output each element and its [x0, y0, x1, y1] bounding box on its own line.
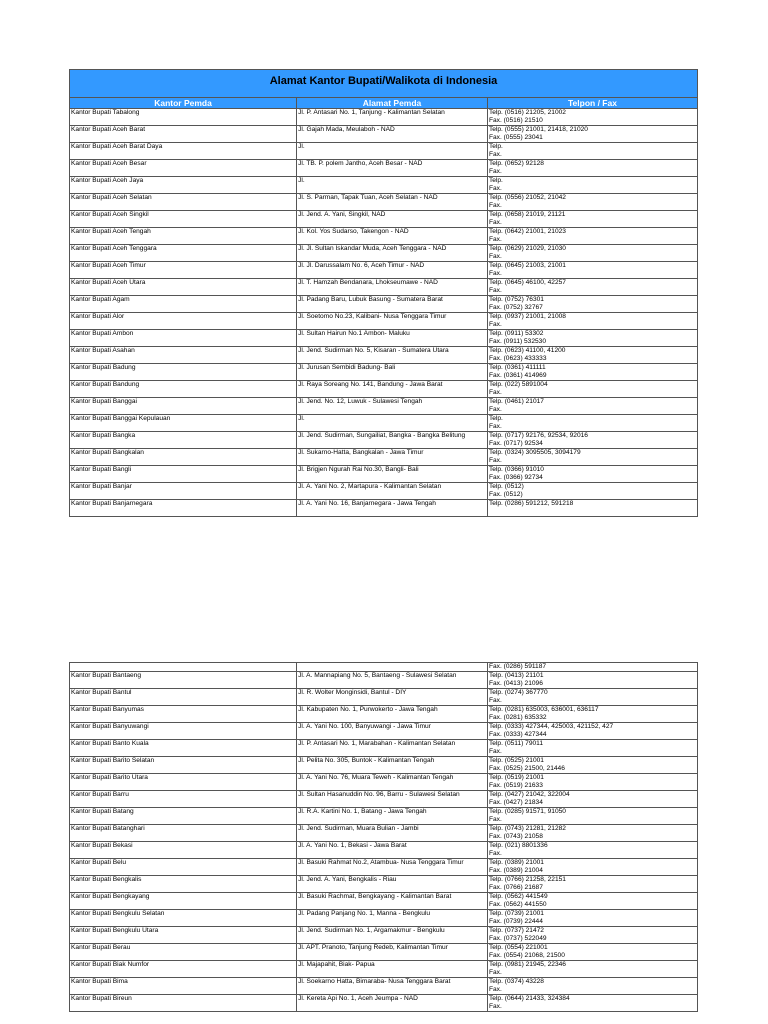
- address-cell: Jl. Padang Panjang No. 1, Manna - Bengkulu: [297, 910, 488, 927]
- telp-value: Telp. (0519) 21001: [488, 774, 544, 781]
- telp-value: Telp. (0511) 79011: [488, 740, 543, 747]
- phone-cell: [487, 500, 697, 517]
- office-cell: Kantor Bupati Bengkulu Selatan: [70, 910, 297, 927]
- telp-value: Telp.: [488, 143, 503, 150]
- table-row: [70, 449, 698, 466]
- phone-cell: [487, 313, 697, 330]
- office-cell: Kantor Bupati Aceh Barat: [70, 126, 297, 143]
- table-row: [70, 944, 698, 961]
- phone-cell: [487, 689, 697, 706]
- office-cell: Kantor Bupati Batang: [70, 808, 297, 825]
- address-cell: Jl.: [297, 143, 488, 160]
- table-row: [70, 978, 698, 995]
- fax-value: Fax. (0525) 21500, 21446: [488, 765, 565, 772]
- address-cell: Jl. Kabupaten No. 1, Purwokerto - Jawa Tengah: [297, 706, 488, 723]
- address-cell: Jl. A. Yani No. 2, Martapura - Kalimantan Selatan: [297, 483, 488, 500]
- office-cell: Kantor Bupati Bengkayang: [70, 893, 297, 910]
- fax-value: Fax.: [488, 287, 502, 294]
- office-cell: Kantor Bupati Banjar: [70, 483, 297, 500]
- address-table-page-1: [69, 69, 698, 517]
- telp-value: Telp. (0333) 427344, 425003, 421152, 427: [488, 723, 614, 730]
- address-cell: Jl.: [297, 415, 488, 432]
- phone-cell: [487, 672, 697, 689]
- telp-value: Telp. (0512): [488, 483, 524, 490]
- phone-cell: [487, 466, 697, 483]
- fax-value: Fax.: [488, 219, 502, 226]
- address-cell: Jl. R. Wolter Monginsidi, Bantul - DIY: [297, 689, 488, 706]
- table-row: [70, 825, 698, 842]
- fax-value: Fax. (0555) 23041: [488, 134, 543, 141]
- phone-cell: [487, 177, 697, 194]
- address-cell: Jl. S. Parman, Tapak Tuan, Aceh Selatan - NAD: [297, 194, 488, 211]
- fax-value: Fax.: [488, 253, 502, 260]
- fax-value: Fax. (0427) 21834: [488, 799, 543, 806]
- fax-value: Fax. (0911) 532530: [488, 338, 547, 345]
- table-row: [70, 663, 698, 672]
- table-row: [70, 126, 698, 143]
- address-table-page-2: [69, 662, 698, 1012]
- office-cell: Kantor Bupati Tabalong: [70, 109, 297, 126]
- address-cell: Jl. Jurusan Sembidi Badung- Bali: [297, 364, 488, 381]
- table-row: [70, 740, 698, 757]
- office-cell: Kantor Bupati Aceh Utara: [70, 279, 297, 296]
- telp-value: Telp. (0274) 367770: [488, 689, 548, 696]
- fax-value: Fax.: [488, 816, 502, 823]
- table-row: [70, 842, 698, 859]
- header-phone: Telpon / Fax: [487, 98, 697, 109]
- office-cell: Kantor Bupati Aceh Selatan: [70, 194, 297, 211]
- address-cell: Jl. Basuki Rachmat, Bengkayang - Kalimantan Barat: [297, 893, 488, 910]
- telp-value: Telp.: [488, 415, 503, 422]
- address-cell: Jl. Soekarno Hatta, Bimaraba- Nusa Tenggara Barat: [297, 978, 488, 995]
- address-cell: Jl. Jend. No. 12, Luwuk - Sulawesi Tengah: [297, 398, 488, 415]
- phone-cell: [487, 706, 697, 723]
- phone-cell: [487, 449, 697, 466]
- fax-value: Fax. (0389) 21004: [488, 867, 543, 874]
- fax-value: Fax.: [488, 697, 502, 704]
- fax-value: Fax.: [488, 168, 502, 175]
- office-cell: Kantor Bupati Bekasi: [70, 842, 297, 859]
- table-row: [70, 228, 698, 245]
- office-cell: Kantor Bupati Banjarnegara: [70, 500, 297, 517]
- table-row: [70, 723, 698, 740]
- phone-cell: [487, 927, 697, 944]
- fax-value: Fax. (0737) 522049: [488, 935, 547, 942]
- table-row: [70, 415, 698, 432]
- fax-value: Fax. (0366) 92734: [488, 474, 543, 481]
- table-row: [70, 500, 698, 517]
- table-row: [70, 330, 698, 347]
- phone-cell: [487, 910, 697, 927]
- phone-cell: [487, 330, 697, 347]
- fax-value: Fax. (0766) 21687: [488, 884, 543, 891]
- table-title: Alamat Kantor Bupati/Walikota di Indonesia: [70, 70, 698, 98]
- address-cell: Jl. Basuki Rahmat No.2, Atambua- Nusa Tenggara Timur: [297, 859, 488, 876]
- table-row: [70, 364, 698, 381]
- office-cell: Kantor Bupati Aceh Tenggara: [70, 245, 297, 262]
- phone-cell: [487, 381, 697, 398]
- telp-value: Telp. (0427) 21042, 322004: [488, 791, 570, 798]
- address-cell: Jl. A. Mannapiang No. 5, Bantaeng - Sulawesi Selatan: [297, 672, 488, 689]
- fax-value: Fax. (0512): [488, 491, 523, 498]
- fax-value: Fax. (0516) 21510: [488, 117, 543, 124]
- office-cell: Kantor Bupati Banto Kuala: [70, 740, 297, 757]
- telp-value: Telp. (0981) 21945, 22346: [488, 961, 566, 968]
- telp-value: Telp. (0361) 411111: [488, 364, 546, 371]
- fax-value: Fax. (0739) 22444: [488, 918, 543, 925]
- address-cell: Jl. A. Yani No. 1, Bekasi - Jawa Barat: [297, 842, 488, 859]
- office-cell: Kantor Bupati Agam: [70, 296, 297, 313]
- office-cell: Kantor Bupati Batanghari: [70, 825, 297, 842]
- table-row: [70, 262, 698, 279]
- table-row: [70, 381, 698, 398]
- office-cell: Kantor Bupati Asahan: [70, 347, 297, 364]
- table-row: [70, 808, 698, 825]
- office-cell: Kantor Bupati Bantul: [70, 689, 297, 706]
- fax-value: Fax.: [488, 986, 502, 993]
- office-cell: Kantor Bupati Berau: [70, 944, 297, 961]
- telp-value: Telp. (0645) 21003, 21001: [488, 262, 566, 269]
- phone-cell: [487, 961, 697, 978]
- address-cell: Jl. TB. P. polem Jantho, Aceh Besar - NAD: [297, 160, 488, 177]
- office-cell: Kantor Bupati Bantaeng: [70, 672, 297, 689]
- phone-cell: [487, 842, 697, 859]
- phone-cell: [487, 347, 697, 364]
- phone-cell: [487, 757, 697, 774]
- office-cell: Kantor Bupati Bireun: [70, 995, 297, 1012]
- office-cell: Kantor Bupati Aceh Timur: [70, 262, 297, 279]
- fax-value: Fax.: [488, 1003, 502, 1010]
- office-cell: Kantor Bupati Bandung: [70, 381, 297, 398]
- table-row: [70, 757, 698, 774]
- table-row: [70, 876, 698, 893]
- address-cell: Jl. Soetomo No.23, Kalibani- Nusa Tenggara Timur: [297, 313, 488, 330]
- address-cell: [297, 663, 488, 672]
- table-row: [70, 466, 698, 483]
- fax-value: Fax. (0717) 92534: [488, 440, 543, 447]
- address-cell: Jl. Jend. A. Yani, Bengkalis - Riau: [297, 876, 488, 893]
- office-cell: Kantor Bupati Ambon: [70, 330, 297, 347]
- fax-value: Fax. (0333) 427344: [488, 731, 547, 738]
- address-cell: Jl. A. Yani No. 100, Banyuwangi - Jawa Timur: [297, 723, 488, 740]
- fax-value: Fax.: [488, 202, 502, 209]
- phone-cell: [487, 228, 697, 245]
- table-row: [70, 706, 698, 723]
- office-cell: Kantor Bupati Barru: [70, 791, 297, 808]
- header-office: Kantor Pemda: [70, 98, 297, 109]
- phone-cell: [487, 398, 697, 415]
- fax-value: Fax.: [488, 185, 502, 192]
- office-cell: Kantor Bupati Biak Numfor: [70, 961, 297, 978]
- fax-value: Fax.: [488, 406, 502, 413]
- fax-value: Fax. (0752) 32767: [488, 304, 543, 311]
- fax-value: Fax.: [488, 270, 502, 277]
- telp-value: Telp. (0461) 21017: [488, 398, 544, 405]
- fax-value: Fax.: [488, 969, 502, 976]
- table-row: [70, 143, 698, 160]
- office-cell: [70, 663, 297, 672]
- office-cell: Kantor Bupati Aceh Singkil: [70, 211, 297, 228]
- header-address: Alamat Pemda: [297, 98, 488, 109]
- phone-cell: [487, 262, 697, 279]
- telp-value: Telp. (0389) 21001: [488, 859, 544, 866]
- phone-cell: [487, 364, 697, 381]
- table-row: [70, 927, 698, 944]
- table-row: [70, 177, 698, 194]
- phone-cell: [487, 483, 697, 500]
- telp-value: Telp. (0281) 635003, 636001, 636117: [488, 706, 599, 713]
- table-row: [70, 296, 698, 313]
- phone-cell: [487, 740, 697, 757]
- fax-value: Fax.: [488, 748, 502, 755]
- office-cell: Kantor Bupati Bangli: [70, 466, 297, 483]
- telp-value: Telp. (0658) 21019, 21121: [488, 211, 566, 218]
- table-row: [70, 774, 698, 791]
- telp-value: Telp. (0645) 46100, 42257: [488, 279, 566, 286]
- fax-value: Fax. (0623) 433333: [488, 355, 547, 362]
- table-row: [70, 672, 698, 689]
- phone-cell: [487, 211, 697, 228]
- address-cell: Jl. Jend. Sudirman No. 1, Argamakmur - Bengkulu: [297, 927, 488, 944]
- address-cell: Jl. Kol. Yos Sudarso, Takengon - NAD: [297, 228, 488, 245]
- telp-value: Telp. (0285) 91571, 91050: [488, 808, 566, 815]
- telp-value: Telp. (0644) 21433, 324384: [488, 995, 570, 1002]
- address-cell: Jl. Sukarno-Hatta, Bangkalan - Jawa Timur: [297, 449, 488, 466]
- telp-value: Telp. (0554) 221001: [488, 944, 548, 951]
- office-cell: Kantor Bupati Alor: [70, 313, 297, 330]
- phone-cell: [487, 279, 697, 296]
- telp-value: Telp. (0555) 21001, 21418, 21020: [488, 126, 588, 133]
- table-row: [70, 160, 698, 177]
- telp-value: Telp. (022) 5891004: [488, 381, 548, 388]
- table-row: [70, 398, 698, 415]
- address-cell: Jl. Jend. A. Yani, Singkil, NAD: [297, 211, 488, 228]
- address-cell: Jl. Jl. Darussalam No. 6, Aceh Timur - NAD: [297, 262, 488, 279]
- telp-value: Telp. (0642) 21001, 21023: [488, 228, 566, 235]
- phone-cell: [487, 245, 697, 262]
- telp-value: Telp. (0324) 3095505, 3094179: [488, 449, 581, 456]
- fax-value: Fax. (0361) 414969: [488, 372, 547, 379]
- phone-cell: [487, 194, 697, 211]
- fax-value: Fax.: [488, 850, 502, 857]
- address-cell: Jl. Sultan Hasanuddin No. 96, Barru - Sulawesi Selatan: [297, 791, 488, 808]
- office-cell: Kantor Bupati Aceh Barat Daya: [70, 143, 297, 160]
- telp-value: Telp. (0629) 21029, 21030: [488, 245, 566, 252]
- address-cell: Jl. Kereta Api No. 1, Aceh Jeumpa - NAD: [297, 995, 488, 1012]
- table-row: [70, 347, 698, 364]
- table-row: [70, 859, 698, 876]
- telp-value: Telp. (0752) 76301: [488, 296, 544, 303]
- telp-value: Telp. (0737) 21472: [488, 927, 544, 934]
- phone-cell: [487, 415, 697, 432]
- table-row: [70, 194, 698, 211]
- fax-value: Fax. (0519) 21633: [488, 782, 543, 789]
- telp-value: Telp. (0556) 21052, 21042: [488, 194, 566, 201]
- telp-value: Telp. (0413) 21101: [488, 672, 544, 679]
- table-row: [70, 791, 698, 808]
- fax-value: Fax. (0413) 21096: [488, 680, 543, 687]
- office-cell: Kantor Bupati Banyumas: [70, 706, 297, 723]
- fax-value: Fax. (0554) 21068, 21500: [488, 952, 565, 959]
- telp-value: Telp. (0911) 53302: [488, 330, 544, 337]
- table-row: [70, 313, 698, 330]
- address-cell: Jl. Padang Baru, Lubuk Basung - Sumatera Barat: [297, 296, 488, 313]
- address-cell: Jl. A. Yani No. 76, Muara Teweh - Kalimantan Tengah: [297, 774, 488, 791]
- address-cell: Jl. Raya Soreang No. 141, Bandung - Jawa Barat: [297, 381, 488, 398]
- address-cell: Jl. Gajah Mada, Meulaboh - NAD: [297, 126, 488, 143]
- phone-cell: [487, 859, 697, 876]
- telp-value: Telp. (0286) 591212, 591218: [488, 500, 574, 507]
- fax-value: Fax.: [488, 389, 502, 396]
- table-row: [70, 893, 698, 910]
- address-cell: Jl. R.A. Kartini No. 1, Batang - Jawa Tengah: [297, 808, 488, 825]
- office-cell: Kantor Bupati Badung: [70, 364, 297, 381]
- phone-cell: [487, 978, 697, 995]
- address-cell: Jl. APT. Pranoto, Tanjung Redeb, Kalimantan Timur: [297, 944, 488, 961]
- phone-cell: [487, 876, 697, 893]
- telp-value: Telp.: [488, 177, 503, 184]
- phone-cell: [487, 126, 697, 143]
- office-cell: Kantor Bupati Aceh Besar: [70, 160, 297, 177]
- address-cell: Jl.: [297, 177, 488, 194]
- phone-cell: [487, 296, 697, 313]
- telp-value: Telp. (0623) 41100, 41200: [488, 347, 566, 354]
- phone-cell: [487, 160, 697, 177]
- address-cell: Jl. Jend. Sudirman, Muara Bulian - Jambi: [297, 825, 488, 842]
- office-cell: Kantor Bupati Aceh Jaya: [70, 177, 297, 194]
- address-cell: Jl. Majapahit, Biak- Papua: [297, 961, 488, 978]
- fax-value: Fax.: [488, 321, 502, 328]
- phone-cell: [487, 825, 697, 842]
- fax-value: Fax. (0562) 441550: [488, 901, 547, 908]
- office-cell: Kantor Bupati Banggai Kepulauan: [70, 415, 297, 432]
- address-cell: Jl. Jend. Sudirman No. 5, Kisaran - Sumatera Utara: [297, 347, 488, 364]
- phone-cell: [487, 893, 697, 910]
- telp-value: Telp. (0562) 441549: [488, 893, 548, 900]
- office-cell: Kantor Bupati Bima: [70, 978, 297, 995]
- address-cell: Jl. A. Yani No. 16, Banjarnegara - Jawa Tengah: [297, 500, 488, 517]
- telp-value: Telp. (0739) 21001: [488, 910, 544, 917]
- table-row: [70, 689, 698, 706]
- office-cell: Kantor Bupati Banggai: [70, 398, 297, 415]
- phone-cell: [487, 109, 697, 126]
- office-cell: Kantor Bupati Aceh Tengah: [70, 228, 297, 245]
- table-row: [70, 211, 698, 228]
- telp-value: Telp. (0717) 92176, 92534, 92016: [488, 432, 588, 439]
- phone-cell: Fax. (0286) 591187: [487, 663, 697, 672]
- office-cell: Kantor Bupati Bangkalan: [70, 449, 297, 466]
- phone-cell: [487, 808, 697, 825]
- telp-value: Telp. (0366) 91010: [488, 466, 544, 473]
- phone-cell: [487, 723, 697, 740]
- telp-value: Telp. (0516) 21205, 21002: [488, 109, 566, 116]
- phone-cell: [487, 432, 697, 449]
- telp-value: Telp. (0743) 21281, 21282: [488, 825, 566, 832]
- telp-value: Telp. (0374) 43228: [488, 978, 544, 985]
- telp-value: Telp. (021) 8801336: [488, 842, 548, 849]
- telp-value: Telp. (0525) 21001: [488, 757, 544, 764]
- office-cell: Kantor Bupati Bengkulu Utara: [70, 927, 297, 944]
- address-cell: Jl. Jl. Sultan Iskandar Muda, Aceh Tenggara - NAD: [297, 245, 488, 262]
- fax-value: Fax. (0743) 21058: [488, 833, 543, 840]
- phone-cell: [487, 791, 697, 808]
- table-row: [70, 109, 698, 126]
- fax-value: Fax.: [488, 151, 502, 158]
- telp-value: Telp. (0766) 21258, 22151: [488, 876, 566, 883]
- table-row: [70, 432, 698, 449]
- office-cell: Kantor Bupati Barito Selatan: [70, 757, 297, 774]
- table-row: [70, 483, 698, 500]
- address-cell: Jl. Brigjen Ngurah Rai No.30, Bangli- Bali: [297, 466, 488, 483]
- office-cell: Kantor Bupati Barito Utara: [70, 774, 297, 791]
- office-cell: Kantor Bupati Belu: [70, 859, 297, 876]
- table-row: [70, 995, 698, 1012]
- fax-value: Fax.: [488, 423, 502, 430]
- address-cell: Jl. T. Hamzah Bendanara, Lhokseumawe - NAD: [297, 279, 488, 296]
- fax-value: Fax.: [488, 457, 502, 464]
- address-cell: Jl. Pelita No. 305, Buntok - Kalimantan Tengah: [297, 757, 488, 774]
- telp-value: Telp. (0937) 21001, 21008: [488, 313, 566, 320]
- address-cell: Jl. Sultan Hairun No.1 Ambon- Maluku: [297, 330, 488, 347]
- phone-cell: [487, 143, 697, 160]
- office-cell: Kantor Bupati Bengkalis: [70, 876, 297, 893]
- table-row: [70, 245, 698, 262]
- telp-value: Telp. (0652) 92128: [488, 160, 544, 167]
- table-row: [70, 910, 698, 927]
- table-row: [70, 279, 698, 296]
- table-row: [70, 961, 698, 978]
- office-cell: Kantor Bupati Banyuwangi: [70, 723, 297, 740]
- address-cell: Jl. P. Antasari No. 1, Marabahan - Kalimantan Selatan: [297, 740, 488, 757]
- fax-value: Fax.: [488, 236, 502, 243]
- phone-cell: [487, 944, 697, 961]
- office-cell: Kantor Bupati Bangka: [70, 432, 297, 449]
- address-cell: Jl. Jend. Sudirman, Sungailiat, Bangka - Bangka Belitung: [297, 432, 488, 449]
- address-cell: Jl. P. Antasari No. 1, Tanjung - Kalimantan Selatan: [297, 109, 488, 126]
- fax-value: Fax. (0281) 635332: [488, 714, 547, 721]
- phone-cell: [487, 774, 697, 791]
- phone-cell: [487, 995, 697, 1012]
